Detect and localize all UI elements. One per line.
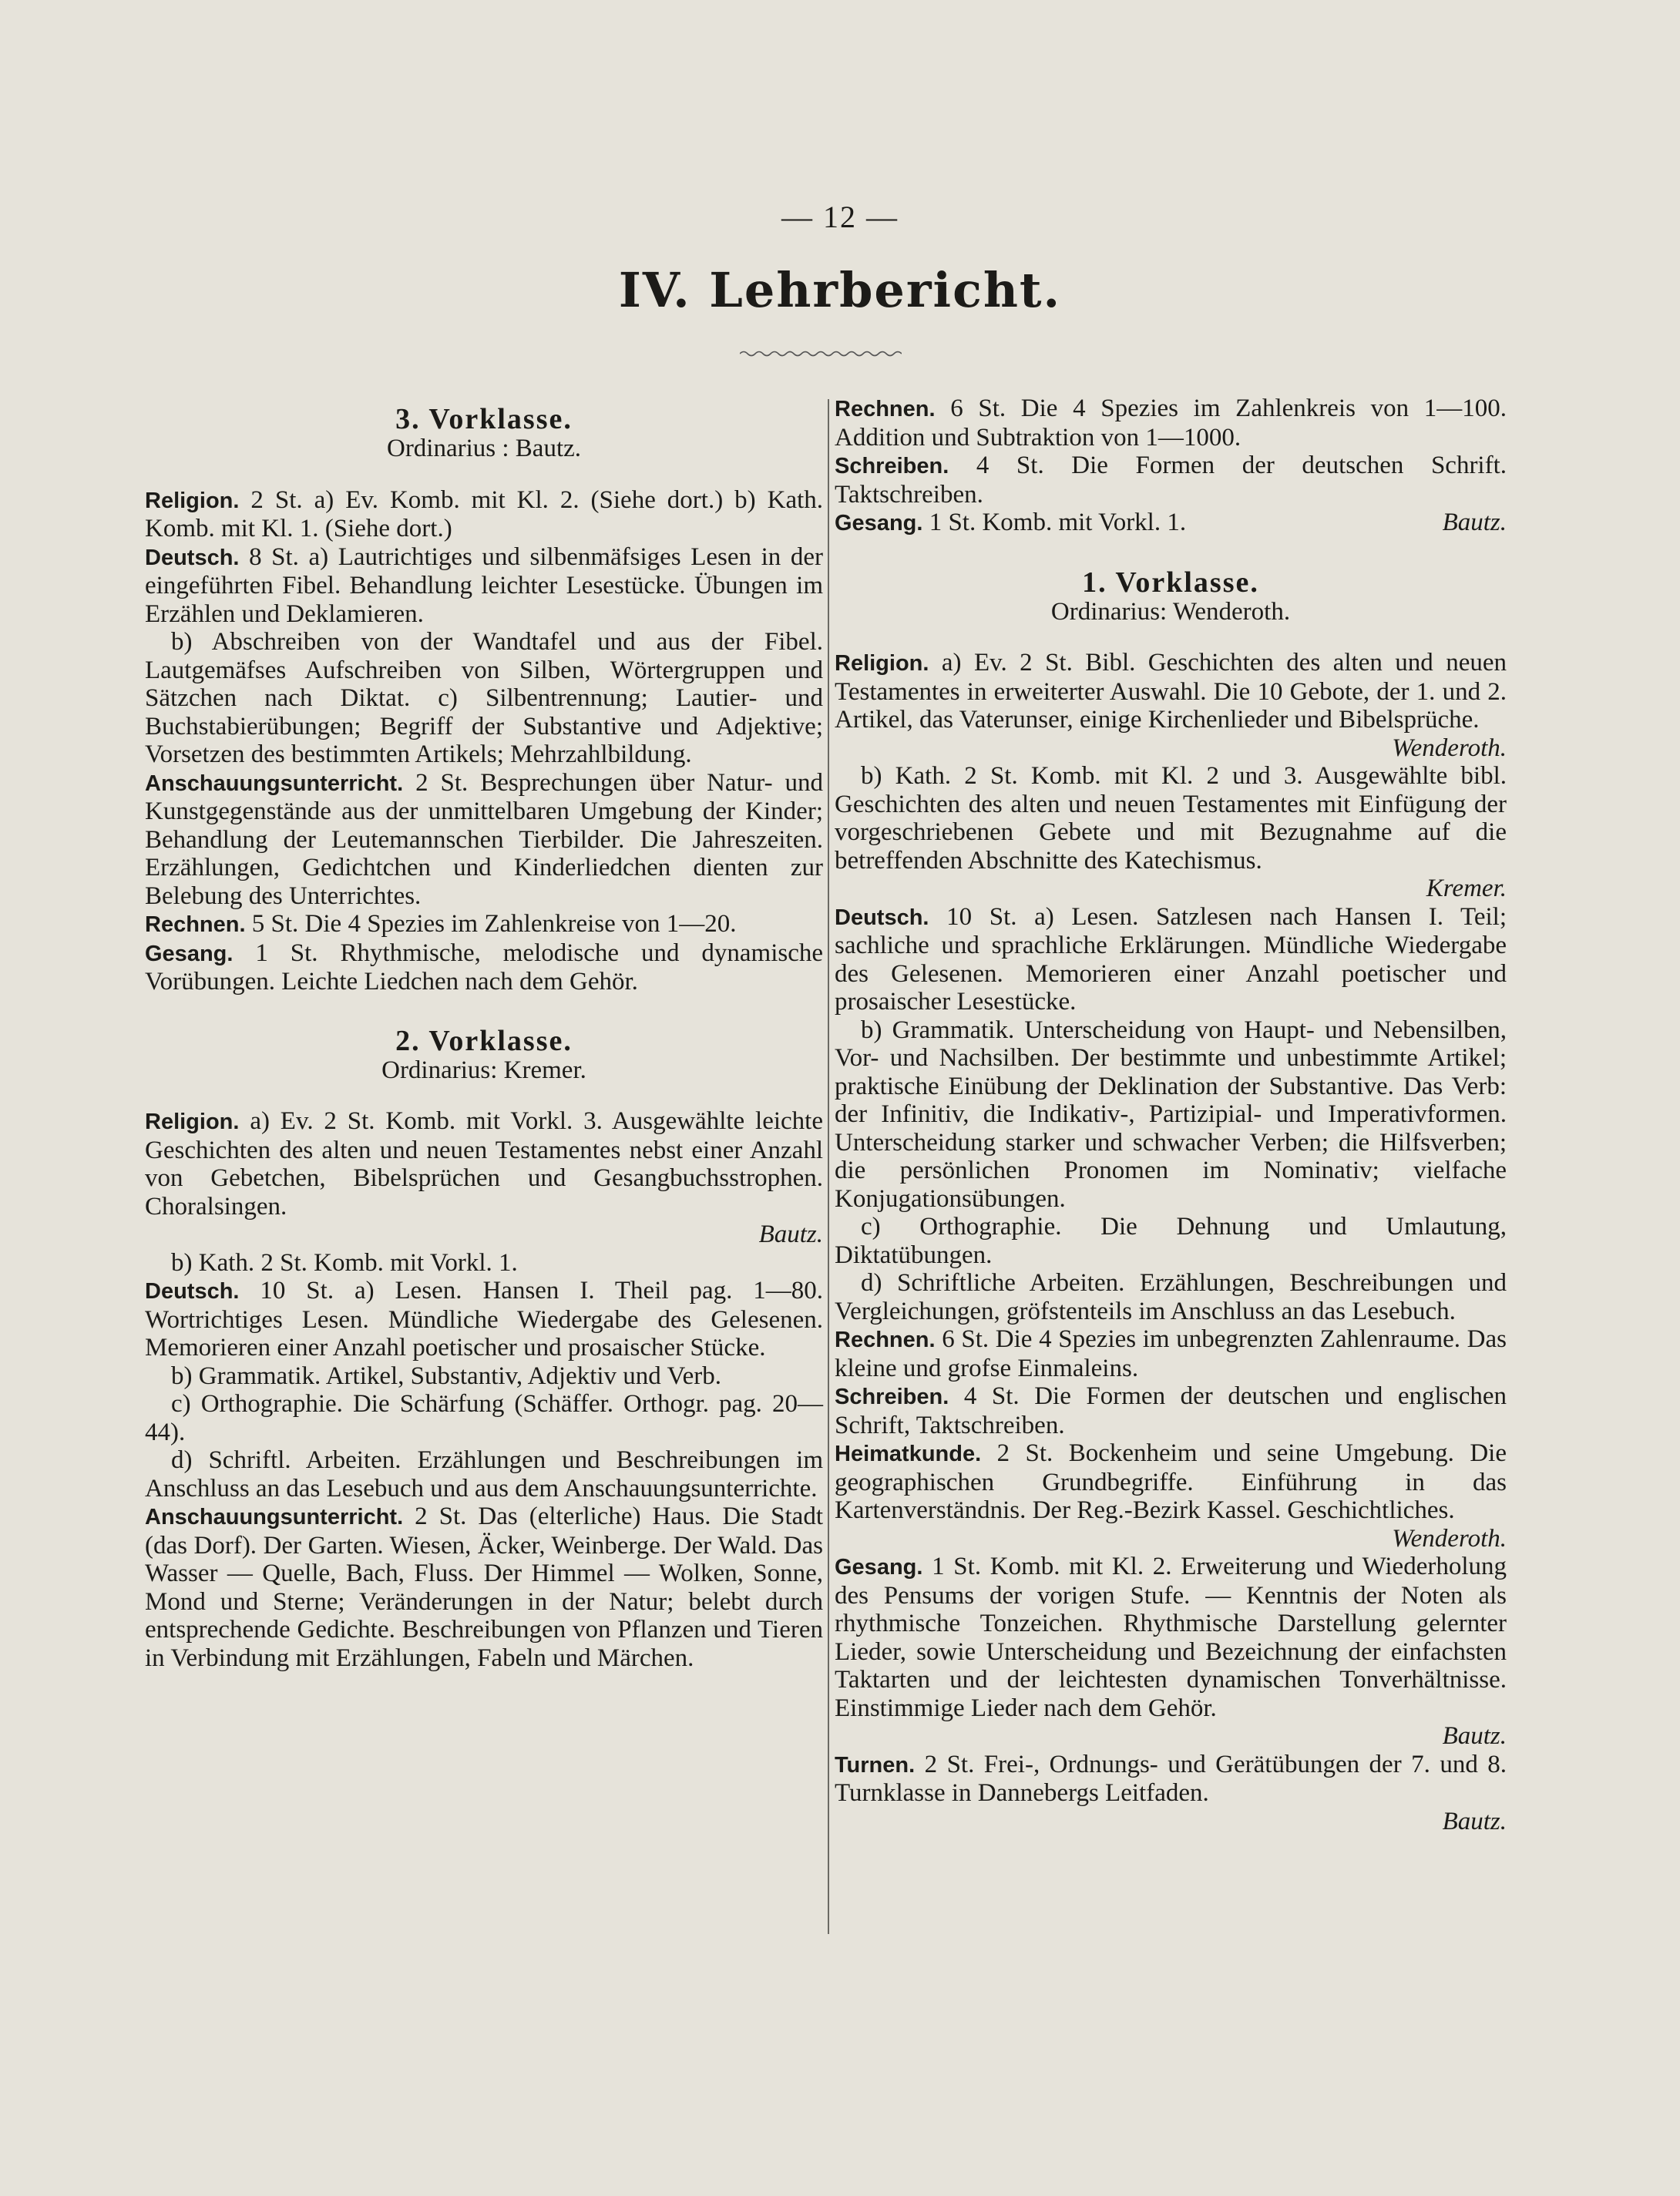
subject-label: Rechnen. — [145, 912, 246, 937]
subject-label: Deutsch. — [145, 545, 240, 570]
entry-rechnen — [145, 910, 823, 939]
subject-label: Rechnen. — [835, 397, 936, 421]
entry-text: 5 St. Die 4 Spezies im Zahlenkreise von 1—20. — [251, 910, 737, 938]
entry-text: a) Ev. 2 St. Bibl. Geschichten des alten und neuen Testamentes in erweiterter Auswahl. Die 10 Gebote, der 1. und 2. Artikel, das Vaterunser, einige Kirchenlieder und Bibelsprüche. — [835, 649, 1507, 734]
teacher-signature: Bautz. — [1442, 1722, 1507, 1750]
page-number: — 12 — — [781, 200, 899, 234]
subject-label: Rechnen. — [835, 1328, 936, 1352]
right-column — [835, 395, 1507, 1835]
entry-text: 1 St. Komb. mit Vorkl. 1. — [929, 509, 1187, 536]
entry-text: 8 St. a) Lautrichtiges und silbenmäfsiges Lesen in der eingeführten Fibel. Behandlung leichter Lesestücke. Übungen im Erzählen und Deklamieren. — [145, 542, 823, 628]
entry-deutsch — [145, 1277, 823, 1362]
teacher-signature: Bautz. — [1442, 1807, 1507, 1835]
wavy-ornament — [740, 348, 902, 359]
entry-gesang — [835, 509, 1507, 538]
entry-heimatkunde — [835, 1439, 1507, 1553]
subject-label: Anschauungsunterricht. — [145, 771, 404, 796]
entry-text: 2 St. Frei-, Ordnungs- und Gerätübungen der 7. und 8. Turnklasse in Dannebergs Leitfaden. — [835, 1750, 1507, 1807]
subject-label: Deutsch. — [835, 905, 929, 930]
entry-religion — [145, 1107, 823, 1249]
page-title: IV. Lehrbericht. — [618, 262, 1062, 318]
entry-text: 4 St. Die Formen der deutschen Schrift. Taktschreiben. — [835, 452, 1507, 509]
entry-deutsch-b: b) Grammatik. Unterscheidung von Haupt- und Nebensilben, Vor- und Nachsilben. Der bestimmte und unbestimmte Artikel; praktische Einübung der Deklination der Substantive. Das Verb: der Infinitiv, die Indikativ-, Partizipial- und Imperativformen. Unterscheidung starker und schwacher Verben; die Hilfsverben; die persönlichen Pronomen im Nominativ; vielfache Konjugationsübungen. — [835, 1016, 1507, 1213]
entry-text: b) Kath. 2 St. Komb. mit Kl. 2 und 3. Ausgewählte bibl. Geschichten des alten und neuen Testamentes mit Einfügung der vorgeschriebenen Gebete und mit Bezugnahme auf die betreffenden Abschnitte des Katechismus. — [835, 762, 1507, 875]
section-heading: 2. Vorklasse. — [395, 1024, 573, 1057]
entry-gesang — [835, 1553, 1507, 1751]
subject-label: Deutsch. — [145, 1279, 240, 1304]
teacher-signature: Bautz. — [1442, 509, 1507, 536]
entry-text: 10 St. a) Lesen. Hansen I. Theil pag. 1—80. Wortrichtiges Lesen. Mündliche Wiedergabe des Gelesenen. Memorieren einer Anzahl poetischer und prosaischer Stücke. — [145, 1277, 823, 1362]
subject-label: Gesang. — [145, 941, 234, 966]
entry-deutsch-b: b) Abschreiben von der Wandtafel und aus der Fibel. Lautgemäfses Aufschreiben von Silben, Wörtergruppen und Sätzchen nach Diktat. c) Silbentrennung; Lautier- und Buchstabierübungen; Begriff der Substantive und Adjektive; Vorsetzen des bestimmten Artikels; Mehrzahlbildung. — [145, 628, 823, 768]
entry-turnen — [835, 1751, 1507, 1836]
entry-text: 6 St. Die 4 Spezies im Zahlenkreis von 1—100. Addition und Subtraktion von 1—1000. — [835, 395, 1507, 452]
entry-deutsch-c: c) Orthographie. Die Schärfung (Schäffer. Orthogr. pag. 20—44). — [145, 1390, 823, 1446]
left-column — [145, 395, 823, 1672]
entry-anschauungsunterricht — [145, 1503, 823, 1672]
entry-text: 1 St. Rhythmische, melodische und dynamische Vorübungen. Leichte Liedchen nach dem Gehör. — [145, 939, 823, 996]
entry-text: 4 St. Die Formen der deutschen und englischen Schrift, Taktschreiben. — [835, 1382, 1507, 1439]
entry-text: 1 St. Komb. mit Kl. 2. Erweiterung und Wiederholung des Pensums der vorigen Stufe. — Kenntnis der Noten als rhythmische Tonzeichen. Rhythmische Darstellung gelernter Lieder, sowie Unterscheidung und Bezeichnung der einfachsten Taktarten und der leichtesten dynamischen Tonverhältnisse. Einstimmige Lieder nach dem Gehör. — [835, 1553, 1507, 1722]
entry-deutsch-b: b) Grammatik. Artikel, Substantiv, Adjektiv und Verb. — [171, 1362, 722, 1390]
entry-text: 2 St. Das (elterliche) Haus. Die Stadt (das Dorf). Der Garten. Wiesen, Äcker, Weinberge. Der Wald. Das Wasser — Quelle, Bach, Fluss. Der Himmel — Wolken, Sonne, Mond und Sterne; Veränderungen in der Natur; belebt durch entsprechende Gedichte. Beschreibungen von Pflanzen und Tieren in Verbindung mit Erzählungen, Fabeln und Märchen. — [145, 1503, 823, 1672]
subject-label: Schreiben. — [835, 1385, 949, 1409]
subject-label: Turnen. — [835, 1752, 916, 1778]
entry-deutsch-d: d) Schriftliche Arbeiten. Erzählungen, Beschreibungen und Vergleichungen, gröfstenteils im Anschluss an das Lesebuch. — [835, 1269, 1507, 1325]
teacher-signature: Wenderoth. — [1392, 734, 1507, 762]
entry-religion — [835, 649, 1507, 762]
entry-rechnen — [835, 1325, 1507, 1382]
entry-anschauungsunterricht — [145, 769, 823, 911]
entry-religion-b: b) Kath. 2 St. Komb. mit Vorkl. 1. — [171, 1248, 518, 1277]
entry-text: 6 St. Die 4 Spezies im unbegrenzten Zahlenraume. Das kleine und grofse Einmaleins. — [835, 1325, 1507, 1382]
teacher-signature: Kremer. — [1426, 875, 1507, 902]
ordinarius: Ordinarius : Bautz. — [386, 435, 582, 462]
subject-label: Schreiben. — [835, 454, 949, 478]
section-heading: 3. Vorklasse. — [395, 403, 573, 435]
subject-label: Gesang. — [835, 511, 923, 536]
entry-text: 10 St. a) Lesen. Satzlesen nach Hansen I. Teil; sachliche und sprachliche Erklärungen. Mündliche Wiedergabe des Gelesenen. Memorieren einer Anzahl poetischer und prosaischer Lesestücke. — [835, 902, 1507, 1016]
entry-deutsch — [835, 903, 1507, 1016]
entry-schreiben — [835, 452, 1507, 509]
entry-religion-b — [835, 762, 1507, 903]
entry-schreiben — [835, 1382, 1507, 1439]
section-heading: 1. Vorklasse. — [1082, 566, 1259, 599]
entry-deutsch — [145, 543, 823, 629]
entry-deutsch-d: d) Schriftl. Arbeiten. Erzählungen und Beschreibungen im Anschluss an das Lesebuch und aus dem Anschauungsunterrichte. — [145, 1446, 823, 1503]
entry-text: a) Ev. 2 St. Komb. mit Vorkl. 3. Ausgewählte leichte Geschichten des alten und neuen Testamentes nebst einer Anzahl von Gebetchen, Bibelsprüchen und Gesangbuchsstrophen. Choralsingen. — [145, 1107, 823, 1221]
entry-gesang — [145, 939, 823, 996]
ordinarius: Ordinarius: Kremer. — [381, 1056, 586, 1084]
entry-text: 2 St. Bockenheim und seine Umgebung. Die geographischen Grundbegriffe. Einführung in das Kartenverständnis. Der Reg.-Bezirk Kassel. Geschichtliches. — [835, 1439, 1507, 1524]
teacher-signature: Bautz. — [758, 1221, 823, 1248]
entry-religion — [145, 486, 823, 543]
subject-label: Religion. — [835, 651, 929, 676]
subject-label: Religion. — [145, 1110, 240, 1134]
subject-label: Heimatkunde. — [835, 1442, 982, 1466]
column-divider — [828, 399, 829, 1934]
subject-label: Religion. — [145, 488, 240, 513]
teacher-signature: Wenderoth. — [1392, 1524, 1507, 1553]
entry-rechnen — [835, 395, 1507, 452]
subject-label: Anschauungsunterricht. — [145, 1505, 404, 1529]
entry-text: 2 St. Besprechungen über Natur- und Kunstgegenstände aus der unmittelbaren Umgebung der Kinder; Behandlung der Leutemannschen Tierbilder. Die Jahreszeiten. Erzählungen, Gedichtchen und Kinderliedchen dienten zur Belebung des Unterrichtes. — [145, 768, 823, 910]
entry-deutsch-c: c) Orthographie. Die Dehnung und Umlautung, Diktatübungen. — [835, 1213, 1507, 1269]
entry-text: 2 St. a) Ev. Komb. mit Kl. 2. (Siehe dort.) b) Kath. Komb. mit Kl. 1. (Siehe dort.) — [145, 485, 824, 542]
subject-label: Gesang. — [835, 1555, 923, 1580]
ordinarius: Ordinarius: Wenderoth. — [1050, 597, 1291, 626]
